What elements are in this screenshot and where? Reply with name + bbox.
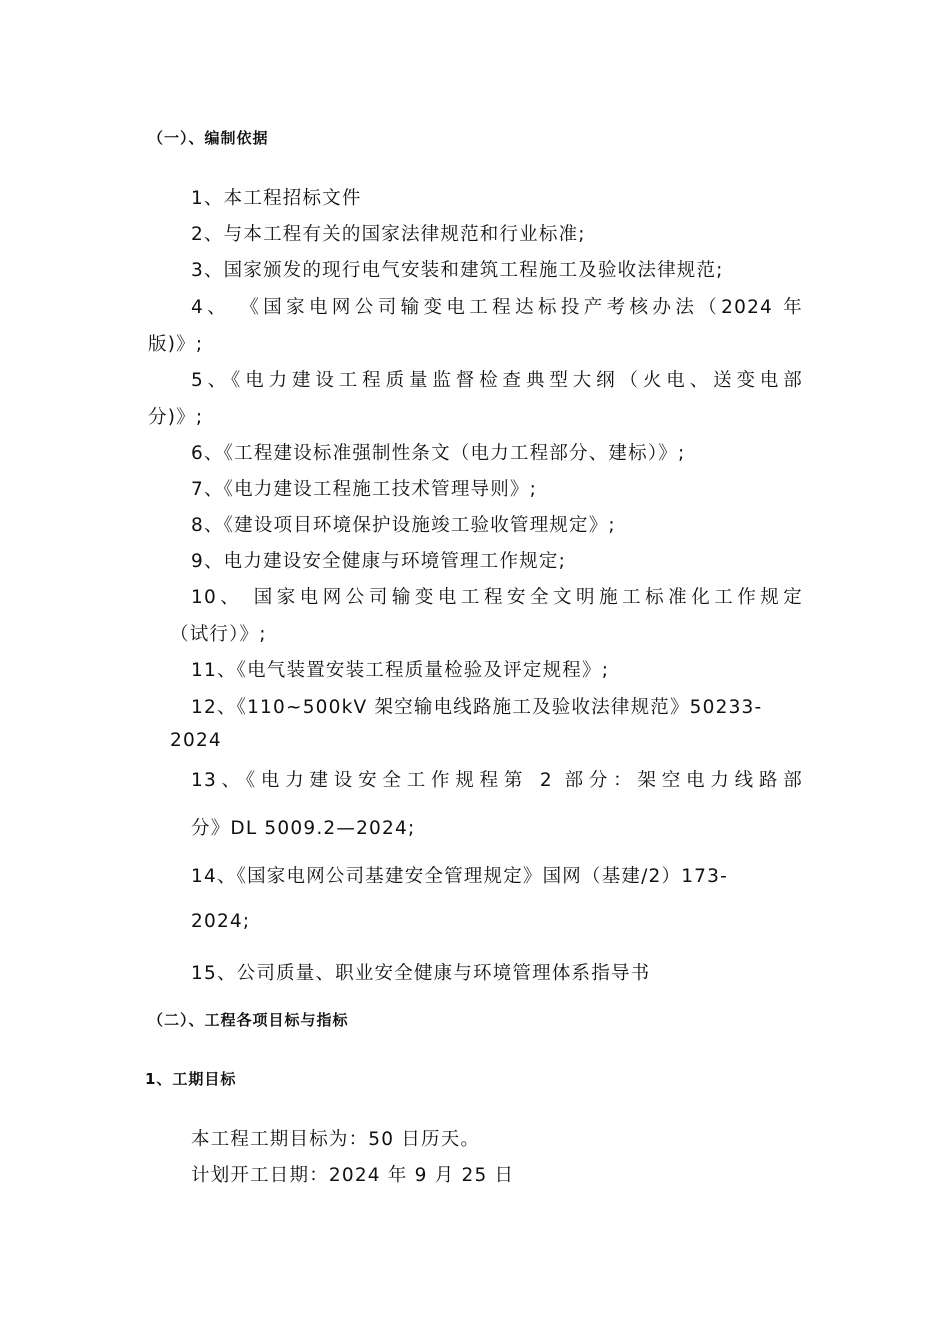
basis-item-1: 1、本工程招标文件 (191, 188, 362, 209)
basis-item-7: 7、《电力建设工程施工技术管理导则》; (191, 479, 538, 500)
basis-item-12-cont: 2024 (170, 730, 222, 751)
basis-item-3: 3、国家颁发的现行电气安装和建筑工程施工及验收法律规范; (191, 260, 724, 281)
basis-item-4-cont: 版)》; (148, 334, 204, 355)
basis-item-4: 4、 《国家电网公司输变电工程达标投产考核办法（2024 年 (191, 297, 803, 318)
basis-item-13-cont: 分》DL 5009.2—2024; (191, 818, 416, 839)
basis-item-10-cont: （试行）》; (170, 624, 267, 645)
basis-item-10: 10、 国家电网公司输变电工程安全文明施工标准化工作规定 (191, 587, 803, 608)
basis-item-2: 2、与本工程有关的国家法律规范和行业标准; (191, 224, 586, 245)
basis-item-13: 13、《电力建设安全工作规程第 2 部分：架空电力线路部 (191, 770, 803, 791)
basis-item-5: 5、《电力建设工程质量监督检查典型大纲（火电、送变电部 (191, 370, 803, 391)
basis-item-8: 8、《建设项目环境保护设施竣工验收管理规定》; (191, 515, 616, 536)
section-heading-targets: （二）、工程各项目标与指标 (148, 1011, 349, 1029)
subheading-schedule: 1、工期目标 (145, 1070, 237, 1088)
basis-item-5-cont: 分)》; (148, 407, 204, 428)
basis-item-14-cont: 2024; (191, 911, 251, 932)
schedule-start-date: 计划开工日期：2024 年 9 月 25 日 (191, 1165, 515, 1186)
basis-item-12: 12、《110~500kV 架空输电线路施工及验收法律规范》50233- (191, 697, 763, 718)
basis-item-6: 6、《工程建设标准强制性条文（电力工程部分、建标）》; (191, 443, 686, 464)
basis-item-15: 15、公司质量、职业安全健康与环境管理体系指导书 (191, 963, 651, 984)
basis-item-14: 14、《国家电网公司基建安全管理规定》国网（基建/2）173- (191, 866, 728, 887)
section-heading-basis: （一）、编制依据 (148, 129, 269, 147)
schedule-duration: 本工程工期目标为：50 日历天。 (191, 1129, 481, 1150)
basis-item-9: 9、电力建设安全健康与环境管理工作规定; (191, 551, 567, 572)
basis-item-11: 11、《电气装置安装工程质量检验及评定规程》; (191, 660, 610, 681)
